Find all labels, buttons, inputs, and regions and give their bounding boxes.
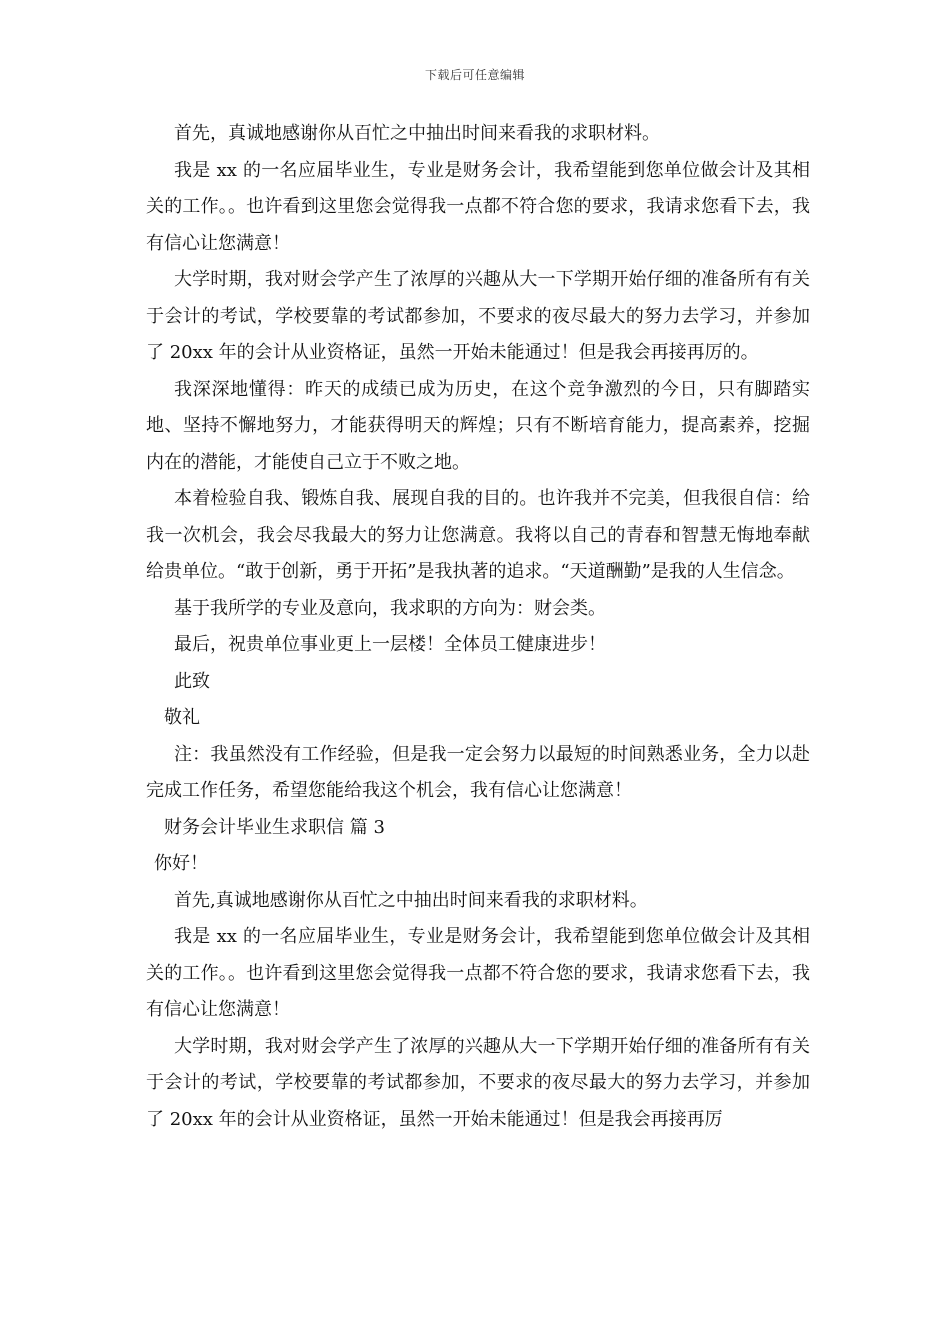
paragraph-closing-wish: 最后，祝贵单位事业更上一层楼！全体员工健康进步！ bbox=[174, 634, 606, 655]
paragraph-regards: 敬礼 bbox=[164, 707, 200, 728]
paragraph-university: 大学时期，我对财会学产生了浓厚的兴趣从大一下学期开始仔细的准备所有有关于会计的考试，学校要靠的考试都参加，不要求的夜尽最大的努力去学习，并参加了 20xx 年的会计从业资格证，虽然一开始未能通过！但是我会再接再厉的。 bbox=[146, 269, 810, 363]
section-title-part-3: 财务会计毕业生求职信 篇 3 bbox=[164, 816, 385, 838]
paragraph-introduction-2: 我是 xx 的一名应届毕业生，专业是财务会计，我希望能到您单位做会计及其相关的工作。。也许看到这里您会觉得我一点都不符合您的要求，我请求您看下去，我有信心让您满意！ bbox=[146, 926, 810, 1020]
paragraph-hello: 你好！ bbox=[154, 853, 208, 874]
paragraph-salutation: 此致 bbox=[174, 670, 210, 692]
document-body bbox=[146, 116, 810, 1138]
paragraph-note: 注：我虽然没有工作经验，但是我一定会努力以最短的时间熟悉业务，全力以赴完成工作任务，希望您能给我这个机会，我有信心让您满意！ bbox=[146, 743, 810, 801]
paragraph-university-2: 大学时期，我对财会学产生了浓厚的兴趣从大一下学期开始仔细的准备所有有关于会计的考试，学校要靠的考试都参加，不要求的夜尽最大的努力去学习，并参加了 20xx 年的会计从业资格证，虽然一开始未能通过！但是我会再接再厉 bbox=[146, 1035, 810, 1130]
paragraph-introduction: 我是 xx 的一名应届毕业生，专业是财务会计，我希望能到您单位做会计及其相关的工作。。也许看到这里您会觉得我一点都不符合您的要求，我请求您看下去，我有信心让您满意！ bbox=[146, 159, 810, 254]
paragraph-understanding: 我深深地懂得：昨天的成绩已成为历史，在这个竞争激烈的今日，只有脚踏实地、坚持不懈地努力，才能获得明天的辉煌；只有不断培育能力，提高素养，挖掘内在的潜能，才能使自己立于不败之地。 bbox=[146, 378, 810, 473]
paragraph-greeting-thanks-2: 首先,真诚地感谢你从百忙之中抽出时间来看我的求职材料。 bbox=[174, 889, 648, 911]
paragraph-self-test: 本着检验自我、锻炼自我、展现自我的目的。也许我并不完美，但我很自信：给我一次机会，我会尽我最大的努力让您满意。我将以自己的青春和智慧无悔地奉献给贵单位。“敢于创新，勇于开拓”是我执著的追求。“天道酬勤”是我的人生信念。 bbox=[146, 488, 810, 582]
paragraph-greeting-thanks: 首先，真诚地感谢你从百忙之中抽出时间来看我的求职材料。 bbox=[174, 123, 660, 144]
paragraph-direction: 基于我所学的专业及意向，我求职的方向为：财会类。 bbox=[174, 597, 606, 619]
page-header-note: 下载后可任意编辑 bbox=[424, 68, 525, 82]
